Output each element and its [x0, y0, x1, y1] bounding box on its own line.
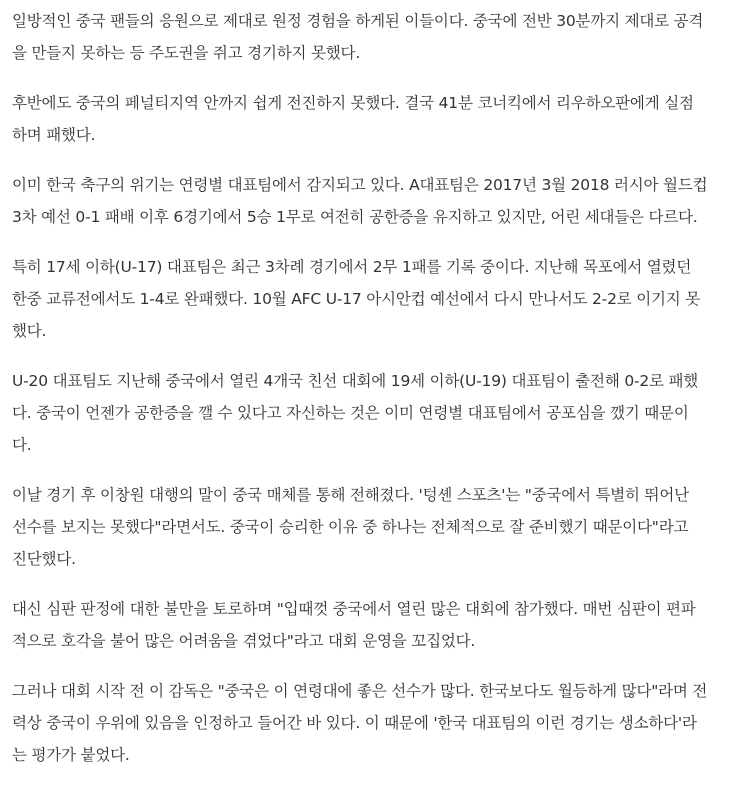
article-body [12, 5, 734, 789]
paragraph-line: 다. 중국이 언젠가 공한증을 깰 수 있다고 자신하는 것은 이미 연령별 대표팀에서 공포심을 깼기 때문이 [12, 404, 689, 422]
paragraph-line: 이미 한국 축구의 위기는 연령별 대표팀에서 감지되고 있다. A대표팀은 2017년 3월 2018 러시아 월드컵 [12, 176, 708, 194]
paragraph-line: 선수를 보지는 못했다"라면서도. 중국이 승리한 이유 중 하나는 전체적으로 잘 준비했기 때문이다"라고 [12, 518, 689, 536]
paragraph-line: 그러나 대회 시작 전 이 감독은 "중국은 이 연령대에 좋은 선수가 많다. 한국보다도 월등하게 많다"라며 전 [12, 682, 708, 700]
paragraph-line: 이날 경기 후 이창원 대행의 말이 중국 매체를 통해 전해졌다. '텅셴 스포츠'는 "중국에서 특별히 뛰어난 [12, 486, 689, 504]
paragraph-line: U-20 대표팀도 지난해 중국에서 열린 4개국 친선 대회에 19세 이하(U-19) 대표팀이 출전해 0-2로 패했 [12, 372, 699, 390]
paragraph [12, 675, 734, 771]
paragraph [12, 5, 734, 69]
paragraph-line: 대신 심판 판정에 대한 불만을 토로하며 "입때껏 중국에서 열린 많은 대회에 참가했다. 매번 심판이 편파 [12, 600, 696, 618]
paragraph-line: 력상 중국이 우위에 있음을 인정하고 들어간 바 있다. 이 때문에 '한국 대표팀의 이런 경기는 생소하다'라 [12, 714, 697, 732]
paragraph-line: 진단했다. [12, 550, 76, 568]
paragraph-line: 하며 패했다. [12, 126, 96, 144]
paragraph [12, 87, 734, 151]
paragraph [12, 251, 734, 347]
paragraph-line: 적으로 호각을 불어 많은 어려움을 겪었다"라고 대회 운영을 꼬집었다. [12, 632, 476, 650]
paragraph-line: 했다. [12, 322, 47, 340]
paragraph-line: 다. [12, 436, 32, 454]
paragraph-line: 후반에도 중국의 페널티지역 안까지 쉽게 전진하지 못했다. 결국 41분 코너킥에서 리우하오판에게 실점 [12, 94, 694, 112]
paragraph [12, 169, 734, 233]
paragraph-line: 3차 예선 0-1 패배 이후 6경기에서 5승 1무로 여전히 공한증을 유지하고 있지만, 어린 세대들은 다르다. [12, 208, 698, 226]
paragraph-line: 특히 17세 이하(U-17) 대표팀은 최근 3차례 경기에서 2무 1패를 기록 중이다. 지난해 목포에서 열렸던 [12, 258, 692, 276]
paragraph [12, 365, 734, 461]
paragraph-line: 한중 교류전에서도 1-4로 완패했다. 10월 AFC U-17 아시안컵 예선에서 다시 만나서도 2-2로 이기지 못 [12, 290, 701, 308]
paragraph-line: 는 평가가 붙었다. [12, 746, 130, 764]
paragraph [12, 593, 734, 657]
paragraph-line: 을 만들지 못하는 등 주도권을 쥐고 경기하지 못했다. [12, 44, 361, 62]
paragraph-line: 일방적인 중국 팬들의 응원으로 제대로 원정 경험을 하게된 이들이다. 중국에 전반 30분까지 제대로 공격 [12, 12, 704, 30]
paragraph [12, 479, 734, 575]
